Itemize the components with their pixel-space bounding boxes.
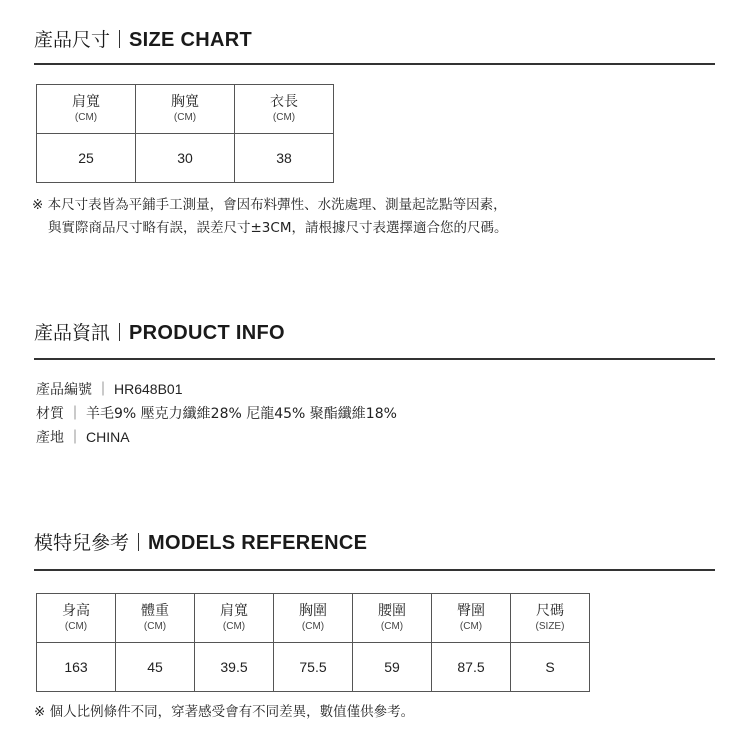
table-cell: 87.5 [432,643,511,692]
table-cell: 38 [235,134,334,183]
table-cell: 39.5 [195,643,274,692]
product-info-rule [34,358,715,360]
header-label: 體重 [141,603,169,619]
product-info-list [36,378,397,451]
header-label: 肩寬 [72,94,100,110]
table-cell: 163 [37,643,116,692]
title-divider [119,30,120,48]
header-label: 肩寬 [220,603,248,619]
header-unit: (CM) [459,621,483,632]
header-label: 胸寬 [171,94,199,110]
title-divider [138,533,139,551]
header-label: 身高 [62,603,90,619]
header-unit: (CM) [222,621,246,632]
models-reference-table [36,593,590,692]
table-cell: 59 [353,643,432,692]
table-header-row [37,85,334,134]
header-unit: (CM) [173,112,197,123]
header-label: 尺碼 [536,603,564,619]
info-separator: ｜ [96,382,110,398]
info-value: HR648B01 [114,381,183,397]
table-header-cell [235,85,334,134]
size-chart-title-zh: 產品尺寸 [34,29,111,51]
list-item-origin [36,426,397,451]
table-header-row [37,594,590,643]
table-header-cell [37,85,136,134]
models-reference-rule [34,569,715,571]
list-item-product-number [36,378,397,403]
info-label: 產地 [36,430,64,446]
table-header-cell [353,594,432,643]
header-unit: (CM) [272,112,296,123]
size-chart-title-en: SIZE CHART [129,29,253,51]
size-chart-rule [34,63,715,65]
models-reference-title-en: MODELS REFERENCE [148,532,368,554]
header-unit: (SIZE) [535,621,565,632]
title-divider [119,323,120,341]
header-label: 臀圍 [457,603,485,619]
table-header-cell [511,594,590,643]
list-item-material [36,403,397,427]
size-chart-note-line2: 與實際商品尺寸略有誤，誤差尺寸±3CM，請根據尺寸表選擇適合您的尺碼。 [48,220,508,236]
product-info-title-en: PRODUCT INFO [129,322,285,344]
header-unit: (CM) [64,621,88,632]
size-chart-note-line1: ※ 本尺寸表皆為平鋪手工測量，會因布料彈性、水洗處理、測量起訖點等因素， [32,197,507,213]
header-unit: (CM) [74,112,98,123]
table-cell: 25 [37,134,136,183]
table-header-cell [37,594,116,643]
table-header-cell [116,594,195,643]
product-info-title-zh: 產品資訊 [34,322,111,344]
header-unit: (CM) [301,621,325,632]
models-reference-title [34,531,715,555]
info-value: 羊毛9% 壓克力纖維28% 尼龍45% 聚酯纖維18% [86,405,397,422]
table-header-cell [195,594,274,643]
info-label: 產品編號 [36,382,92,398]
info-separator: ｜ [68,430,82,446]
table-cell: 75.5 [274,643,353,692]
header-label: 胸圍 [299,603,327,619]
table-row [37,134,334,183]
table-cell: S [511,643,590,692]
product-info-title [34,321,715,345]
info-value: CHINA [86,429,130,445]
table-header-cell [432,594,511,643]
header-unit: (CM) [380,621,404,632]
table-header-cell [136,85,235,134]
size-chart-table [36,84,334,183]
product-info-section [34,321,715,456]
size-chart-title [34,28,715,52]
table-row [37,643,590,692]
table-cell: 30 [136,134,235,183]
table-cell: 45 [116,643,195,692]
models-reference-title-zh: 模特兒參考 [34,532,130,554]
models-reference-note: ※ 個人比例條件不同，穿著感受會有不同差異，數值僅供參考。 [34,704,415,720]
header-label: 衣長 [270,94,298,110]
table-header-cell [274,594,353,643]
info-label: 材質 [36,405,64,422]
header-label: 腰圍 [378,603,406,619]
header-unit: (CM) [143,621,167,632]
size-chart-section [34,28,715,243]
info-separator: ｜ [68,405,82,422]
models-reference-section [34,531,715,731]
